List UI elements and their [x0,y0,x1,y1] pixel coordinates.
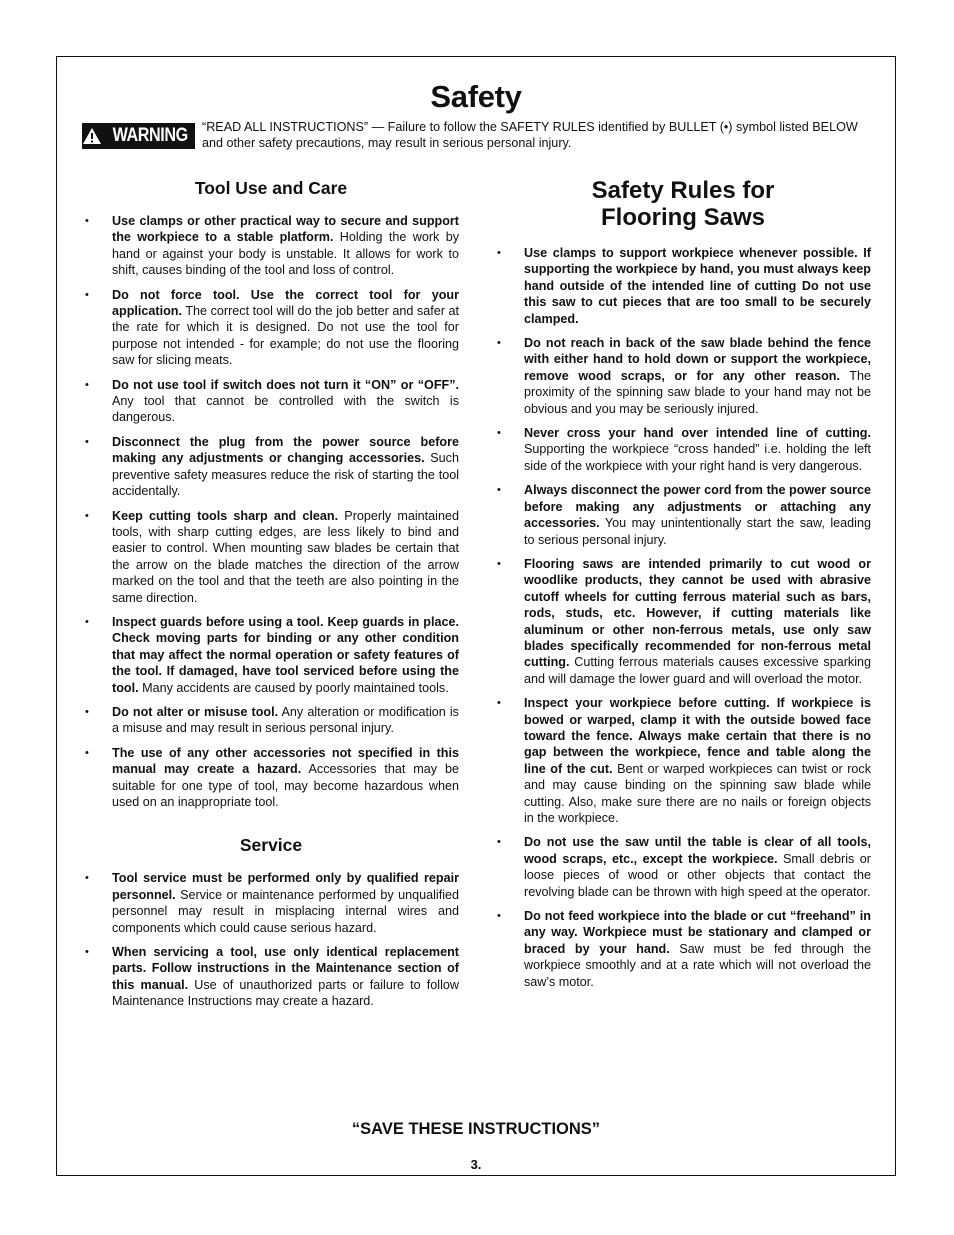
tool-use-rule [83,508,459,606]
rule-body-text: Supporting the workpiece “cross handed” i.e. holding the left side of the workpiece with your right hand is very dangerous. [524,442,871,473]
flooring-rule [495,908,871,990]
bullet-icon: • [497,557,501,570]
bullet-icon: • [497,836,501,849]
bullet-icon: • [85,215,89,227]
rule-body-text: Holding the work by hand or against your body is unstable. It allows for work to shift, causes binding of the tool and loss of control. [112,230,459,278]
tool-use-rule [83,704,459,737]
rule-bold-text: Always disconnect the power cord from the power source before making any adjustments or attaching any accessories. [524,483,871,531]
save-instructions-text: “SAVE THESE INSTRUCTIONS” [351,1120,601,1138]
bullet-icon: • [85,378,89,391]
rule-body-text: Bent or warped workpieces can twist or rock and may cause binding on the spinning saw blade while cutting. Also, make sure there are no nails or foreign objects in the workpiece. [524,761,872,825]
bullet-icon: • [497,484,501,497]
rule-body-text: Such preventive safety measures reduce the risk of starting the tool accidentally. [112,451,459,499]
rule-body-text: Properly maintained tools, with sharp cutting edges, are less likely to bind and easier to control. When mounting saw blades be certain that the arrow on the blade matches the direction of the arrow marked on the tool and that the teeth are also pointing in the same direction. [112,508,459,605]
tool-use-rule [83,377,459,426]
rule-body-text: Cutting ferrous materials causes excessive sparking and will damage the lower guard and will overload the motor. [524,655,871,686]
flooring-rule [495,834,871,900]
rule-bold-text: Flooring saws are intended primarily to cut wood or woodlike products, they cannot be used with abrasive cutoff wheels for cutting ferrous material such as bars, rods, studs, etc. However, if cutting materials like aluminum or other non-ferrous metals, use only saw blades specifically recommended for non-ferrous metal cutting. [524,556,871,670]
rule-body-text: Use of unauthorized parts or failure to follow Maintenance Instructions may create a hazard. [112,977,459,1009]
bullet-icon: • [85,288,89,301]
rule-body-text: You may unintentionally start the saw, leading to serious personal injury. [524,516,871,547]
rule-body-text: Service or maintenance performed by unqualified personnel may result in misplacing internal wires and components which could cause serious hazard. [112,887,459,935]
section-spacer [83,818,459,832]
rule-body-text: Any alteration or modification is a misuse and may result in serious personal injury. [112,704,459,736]
tool-use-rule [83,745,459,811]
service-rule [83,870,459,936]
tool-use-heading: Tool Use and Care [194,178,348,198]
flooring-rule [495,695,871,826]
bullet-icon: • [85,946,89,959]
flooring-heading [495,177,871,231]
rule-bold-text: Tool service must be performed only by qualified repair personnel. [112,871,459,902]
bullet-icon: • [497,697,501,710]
tool-use-rule [83,434,459,500]
rule-body-text: The proximity of the spinning saw blade to your hand may not be obvious and you may be seriously injured. [524,368,871,416]
rule-bold-text: Do not use the saw until the table is clear of all tools, wood scraps, etc., except the workpiece. [524,835,871,866]
rule-body-text: The correct tool will do the job better and safer at the rate for which it is designed. Do not use the tool for purpose not intended - for example; do not use the flooring saw for slicing meats. [112,304,459,368]
rule-bold-text: Do not force tool. Use the correct tool for your application. [112,287,459,319]
flooring-rule [495,556,871,687]
bullet-icon: • [85,746,89,759]
rule-bold-text: Do not use tool if switch does not turn it “ON” or “OFF”. [112,377,459,392]
flooring-rule [495,425,871,474]
rule-bold-text: Use clamps to support workpiece whenever possible. If supporting the workpiece by hand, you must always keep hand outside of the intended line of cutting Do not use this saw to cut pieces that are too small to be securely clamped. [524,246,871,326]
right-column [495,175,871,998]
service-heading: Service [239,835,303,856]
bullet-icon: • [497,910,501,923]
bullet-icon: • [497,427,501,440]
page-title: Safety [430,79,522,114]
rule-bold-text: Inspect guards before using a tool. Keep guards in place. Check moving parts for binding or any other condition that may affect the normal operation or safety features of the tool. If damaged, have tool serviced before using the tool. [112,614,459,695]
page-frame [56,56,896,1176]
rule-bold-text: Never cross your hand over intended line of cutting. [524,426,871,441]
rule-body-text: Accessories that may be suitable for one type of tool, may become hazardous when used on an inappropriate tool. [112,762,459,809]
service-rule [83,944,459,1010]
bullet-icon: • [85,435,89,448]
tool-use-rule [83,213,459,279]
rule-body-text: Small debris or loose pieces of wood or other objects that contact the revolving blade can be thrown with high speed at the operator. [524,851,871,899]
rule-bold-text: Do not feed workpiece into the blade or cut “freehand” in any way. Workpiece must be stationary and clamped or braced by your hand. [524,909,871,956]
warning-triangle-icon [82,127,102,145]
warning-text: “READ ALL INSTRUCTIONS” — Failure to follow the SAFETY RULES identified by BULLET (•) symbol listed BELOW and other safety precautions, may result in serious personal injury. [202,120,858,150]
rule-bold-text: Do not reach in back of the saw blade behind the fence with either hand to hold down or support the workpiece, remove wood scraps, or for any other reason. [524,336,871,383]
flooring-rule [495,482,871,548]
tool-use-rule [83,287,459,369]
flooring-heading-line2: Flooring Saws [600,204,765,231]
page-number: 3. [470,1157,482,1172]
rule-bold-text: The use of any other accessories not specified in this manual may create a hazard. [112,745,459,777]
rule-body-text: Many accidents are caused by poorly maintained tools. [138,680,449,695]
bullet-icon: • [85,509,89,522]
bullet-icon: • [85,872,89,885]
flooring-rule [495,335,871,417]
warning-label: WARNING [112,125,189,146]
rule-bold-text: Use clamps or other practical way to secure and support the workpiece to a stable platform. [112,214,459,245]
bullet-icon: • [85,705,89,718]
warning-badge [82,123,195,149]
bullet-icon: • [497,337,501,350]
flooring-heading-line1: Safety Rules for [591,177,775,204]
flooring-rule [495,245,871,327]
rule-bold-text: Inspect your workpiece before cutting. If workpiece is bowed or warped, clamp it with the outside bowed face toward the fence. Always make certain that there is no gap between the workpiece, fence and table along the line of the cut. [524,696,871,776]
bullet-icon: • [85,615,89,628]
bullet-icon: • [497,247,501,259]
tool-use-rule [83,614,459,696]
rule-body-text: Any tool that cannot be controlled with the switch is dangerous. [112,394,459,425]
rule-bold-text: Do not alter or misuse tool. [112,704,279,719]
left-column [83,175,459,1018]
rule-bold-text: Keep cutting tools sharp and clean. [112,508,339,523]
rule-bold-text: Disconnect the plug from the power source before making any adjustments or changing accessories. [112,434,459,466]
rule-bold-text: When servicing a tool, use only identical replacement parts. Follow instructions in the Maintenance section of this manual. [112,945,459,992]
rule-body-text: Saw must be fed through the workpiece smoothly and at a rate which will not overload the saw’s motor. [524,941,871,989]
